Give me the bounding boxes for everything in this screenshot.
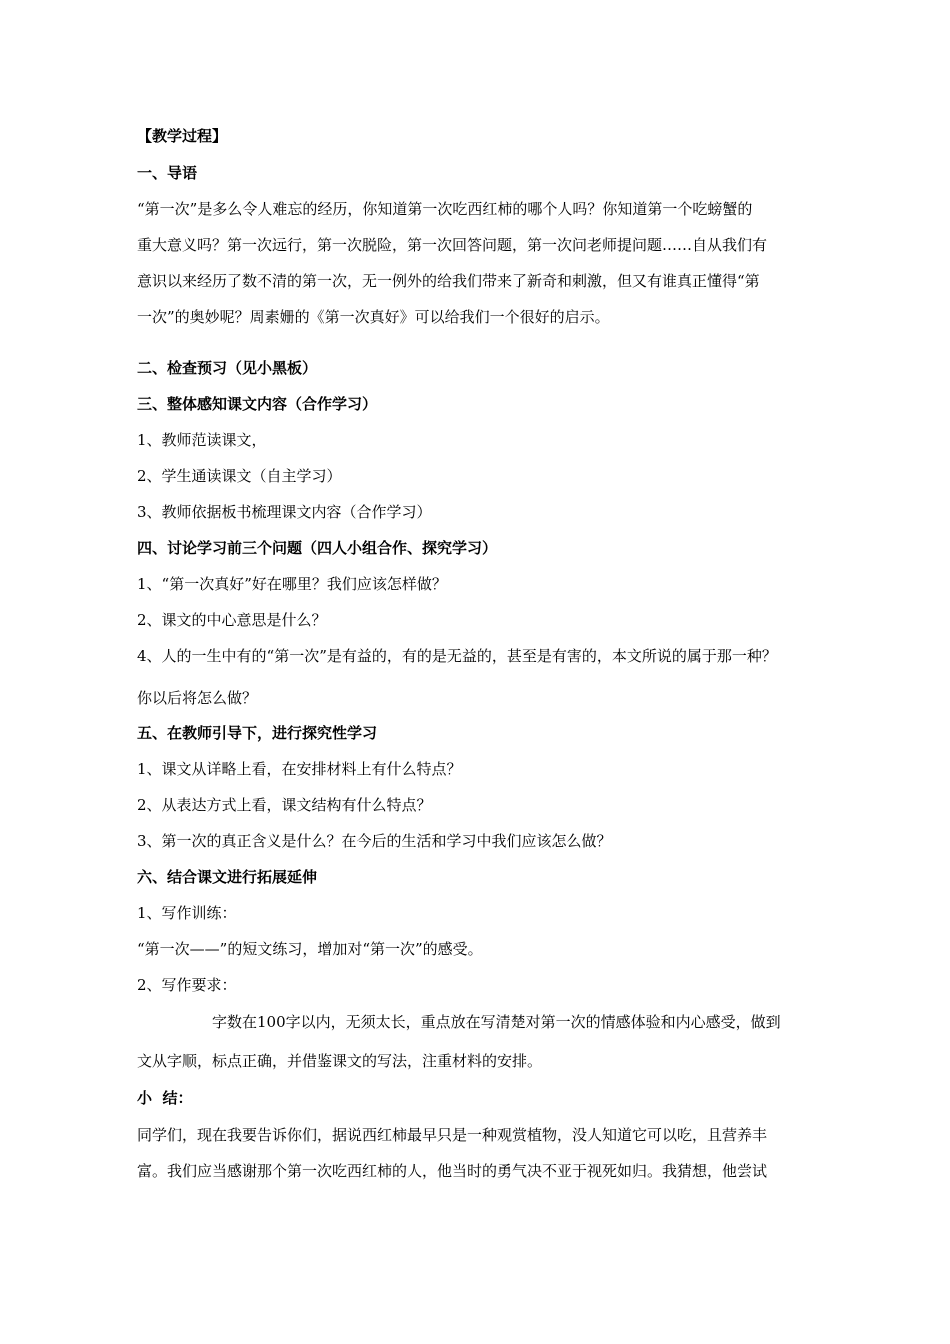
summary-heading: 小 结： <box>137 1089 193 1107</box>
section-3-heading: 三、整体感知课文内容（合作学习） <box>137 395 378 413</box>
list-item: 你以后将怎么做？ <box>137 689 258 707</box>
list-item: 2、学生通读课文（自主学习） <box>137 467 342 485</box>
intro-line: “第一次”是多么令人难忘的经历，你知道第一次吃西红柿的哪个人吗？你知道第一个吃螃蟹的 <box>137 200 753 218</box>
list-item: 4、人的一生中有的“第一次”是有益的，有的是无益的，甚至是有害的，本文所说的属于那一种？ <box>137 647 777 665</box>
summary-line: 同学们，现在我要告诉你们，据说西红柿最早只是一种观赏植物，没人知道它可以吃，且营养丰 <box>137 1126 768 1144</box>
section-4-heading: 四、讨论学习前三个问题（四人小组合作、探究学习） <box>137 539 498 557</box>
section-2-heading: 二、检查预习（见小黑板） <box>137 359 318 377</box>
list-item: 1、教师范读课文， <box>137 431 267 449</box>
intro-line: 意识以来经历了数不清的第一次，无一例外的给我们带来了新奇和刺激，但又有谁真正懂得“第 <box>137 272 760 290</box>
list-item: “第一次——”的短文练习，增加对“第一次”的感受。 <box>137 940 483 958</box>
intro-line: 重大意义吗？第一次远行，第一次脱险，第一次回答问题，第一次问老师提问题……自从我们有 <box>137 236 768 254</box>
list-item: 2、课文的中心意思是什么？ <box>137 611 327 629</box>
summary-paragraph <box>137 1117 849 1189</box>
list-item: 1、“第一次真好”好在哪里？我们应该怎样做？ <box>137 575 447 593</box>
list-item: 1、写作训练： <box>137 904 237 922</box>
requirement-line: 文从字顺，标点正确，并借鉴课文的写法，注重材料的安排。 <box>137 1052 543 1070</box>
section-5-heading: 五、在教师引导下，进行探究性学习 <box>137 724 378 742</box>
intro-line: 一次”的奥妙呢？周素姗的《第一次真好》可以给我们一个很好的启示。 <box>137 308 610 326</box>
list-item: 3、教师依据板书梳理课文内容（合作学习） <box>137 503 432 521</box>
list-item: 2、从表达方式上看，课文结构有什么特点？ <box>137 796 432 814</box>
requirement-line: 字数在100字以内，无须太长，重点放在写清楚对第一次的情感体验和内心感受，做到 <box>212 1013 781 1031</box>
summary-line: 富。我们应当感谢那个第一次吃西红柿的人，他当时的勇气决不亚于视死如归。我猜想，他尝试 <box>137 1162 768 1180</box>
list-item: 3、第一次的真正含义是什么？在今后的生活和学习中我们应该怎么做？ <box>137 832 612 850</box>
intro-paragraph <box>137 191 849 335</box>
list-item: 2、写作要求： <box>137 976 237 994</box>
list-item: 1、课文从详略上看，在安排材料上有什么特点？ <box>137 760 462 778</box>
section-6-heading: 六、结合课文进行拓展延伸 <box>137 868 318 886</box>
section-1-heading: 一、导语 <box>137 164 198 182</box>
process-title: 【教学过程】 <box>137 127 228 145</box>
